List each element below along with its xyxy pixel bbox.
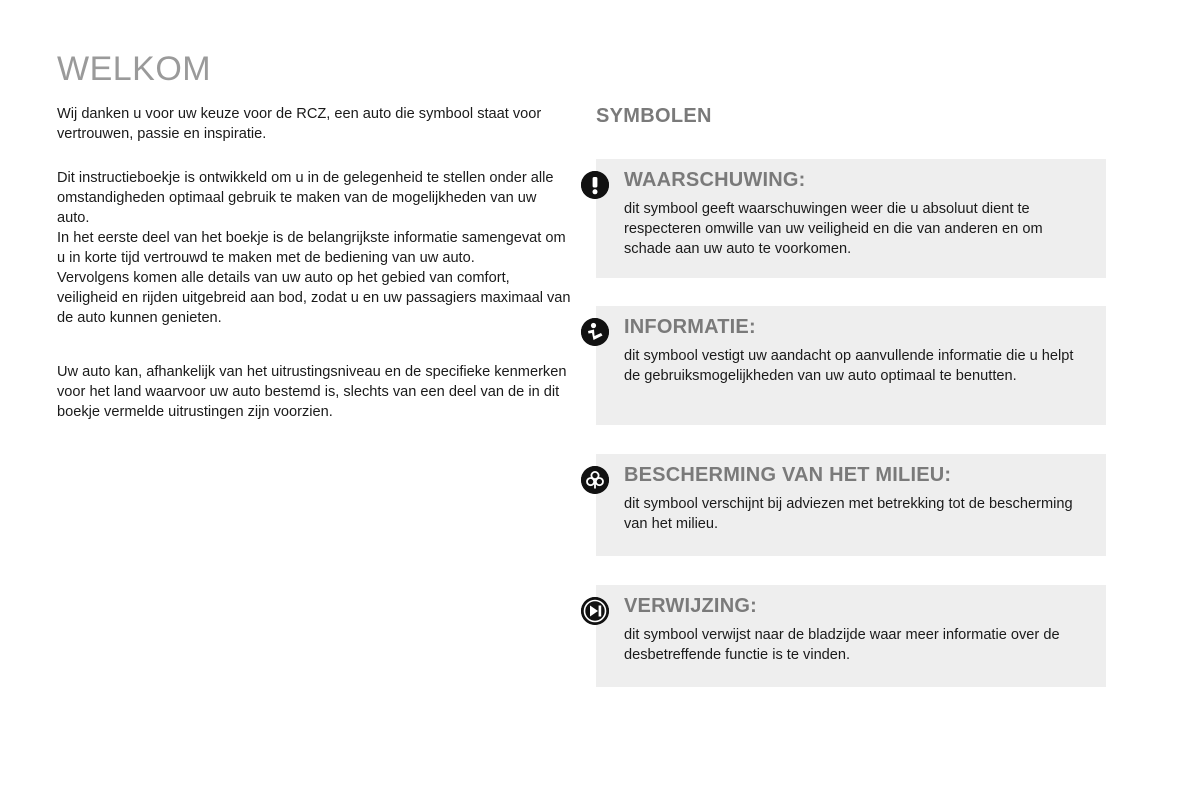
symbol-title: INFORMATIE: [624,316,756,338]
symbols-heading: SYMBOLEN [596,105,712,127]
symbol-title: WAARSCHUWING: [624,169,806,191]
symbol-description: dit symbool vestigt uw aandacht op aanvullende informatie die u helpt de gebruiksmogelijkheden van uw auto optimaal te benutten. [624,348,1074,384]
symbol-box-information [596,306,1106,425]
symbol-description: dit symbool geeft waarschuwingen weer die u absoluut dient te respecteren omwille van uw veiligheid en die van anderen en om schade aan uw auto te voorkomen. [624,201,1043,257]
intro-paragraph: Dit instructieboekje is ontwikkeld om u in de gelegenheid te stellen onder alle omstandigheden optimaal gebruik te maken van de mogelijkheden van uw auto. [57,170,554,226]
intro-paragraph: Uw auto kan, afhankelijk van het uitrustingsniveau en de specifieke kenmerken voor het land waarvoor uw auto bestemd is, slechts van een deel van de in dit boekje vermelde uitrustingen zijn voorzien. [57,364,567,420]
intro-paragraph: In het eerste deel van het boekje is de belangrijkste informatie samengevat om u in korte tijd vertrouwd te maken met de bediening van uw auto. [57,230,566,266]
page-title: WELKOM [57,50,212,88]
symbol-box-environment [596,454,1106,556]
reference-icon [581,597,609,625]
intro-paragraph: Vervolgens komen alle details van uw auto op het gebied van comfort, veiligheid en rijden uitgebreid aan bod, zodat u en uw passagiers maximaal van de auto kunnen genieten. [57,270,571,326]
info-icon [581,318,609,346]
intro-text [57,104,572,422]
symbol-box-warning [596,159,1106,278]
symbol-description: dit symbool verwijst naar de bladzijde waar meer informatie over de desbetreffende functie is te vinden. [624,627,1060,663]
environment-icon [581,466,609,494]
symbol-description: dit symbool verschijnt bij adviezen met betrekking tot de bescherming van het milieu. [624,496,1073,532]
symbol-title: VERWIJZING: [624,595,757,617]
intro-paragraph: Wij danken u voor uw keuze voor de RCZ, een auto die symbool staat voor vertrouwen, passie en inspiratie. [57,106,542,142]
symbol-title: BESCHERMING VAN HET MILIEU: [624,464,952,486]
symbol-box-reference [596,585,1106,687]
warning-icon [581,171,609,199]
